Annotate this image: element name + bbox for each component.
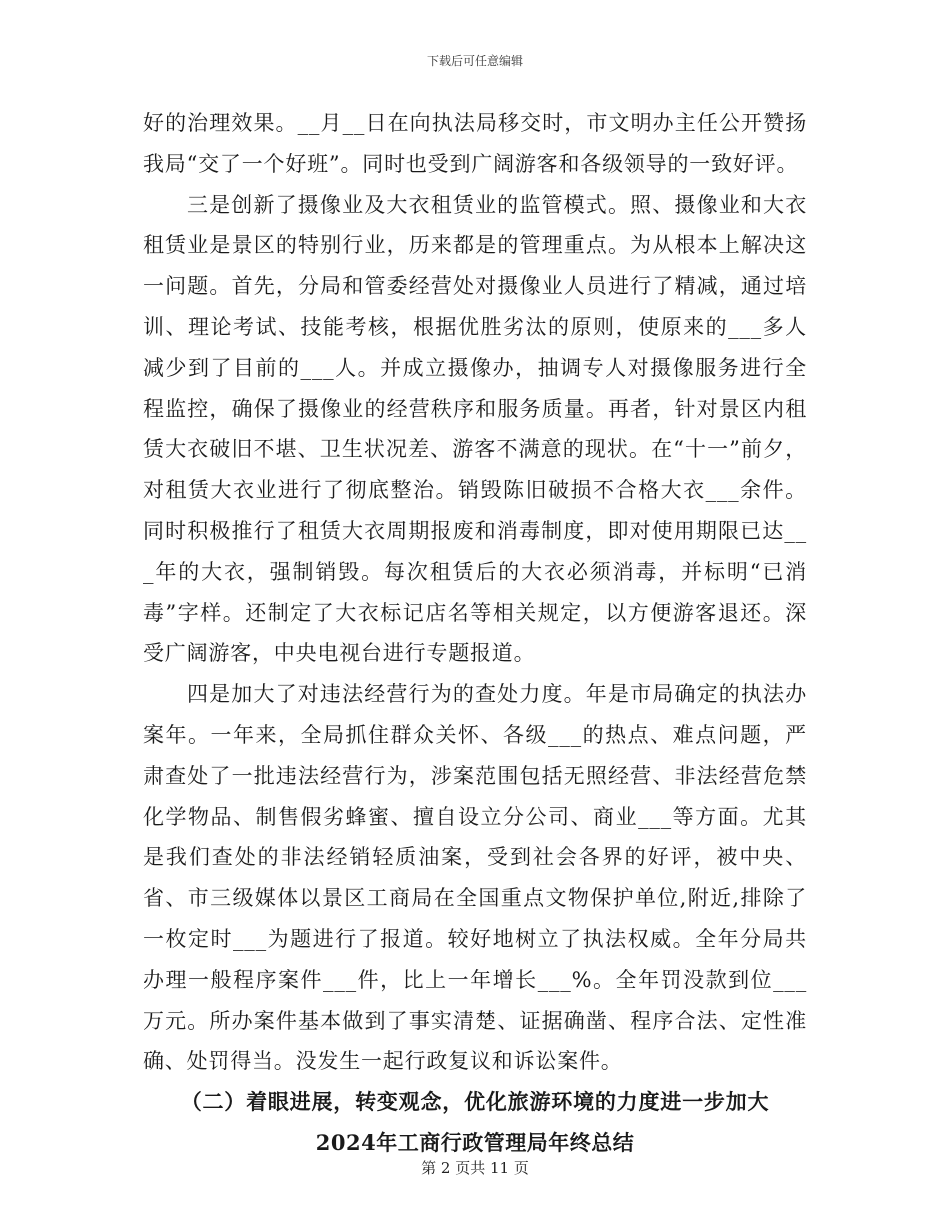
section-subheading: （二）着眼进展，转变观念，优化旅游环境的力度进一步加大 <box>180 1089 770 1115</box>
document-body <box>143 103 807 1164</box>
page-header-note: 下载后可任意编辑 <box>426 54 523 68</box>
paragraph-point-four: 四是加大了对违法经营行为的查处力度。年是市局确定的执法办案年。一年来，全局抓住群众关怀、各级___的热点、难点问题，严肃查处了一批违法经营行为，涉案范围包括无照经营、非法经营危禁化学物品、制售假劣蜂蜜、擅自设立分公司、商业___等方面。尤其是我们查处的非法经销轻质油案，受到社会各界的好评，被中央、省、市三级媒体以景区工商局在全国重点文物保护单位,附近,排除了一枚定时___为题进行了报道。较好地树立了执法权威。全年分局共办理一般程序案件___件，比上一年增长___%。全年罚没款到位___万元。所办案件基本做到了事实清楚、证据确凿、程序合法、定性准确、处罚得当。没发生一起行政复议和诉讼案件。 <box>143 682 807 1074</box>
paragraph-point-three: 三是创新了摄像业及大衣租赁业的监管模式。照、摄像业和大衣租赁业是景区的特别行业，历来都是的管理重点。为从根本上解决这一问题。首先，分局和管委经营处对摄像业人员进行了精减，通过培训、理论考试、技能考核，根据优胜劣汰的原则，使原来的___多人减少到了目前的___人。并成立摄像办，抽调专人对摄像服务进行全程监控，确保了摄像业的经营秩序和服务质量。再者，针对景区内租赁大衣破旧不堪、卫生状况差、游客不满意的现状。在“十一”前夕，对租赁大衣业进行了彻底整治。销毁陈旧破损不合格大衣___余件。同时积极推行了租赁大衣周期报废和消毒制度，即对使用期限已达___年的大衣，强制销毁。每次租赁后的大衣必须消毒，并标明“已消毒”字样。还制定了大衣标记店名等相关规定，以方便游客退还。深受广阔游客，中央电视台进行专题报道。 <box>143 192 807 666</box>
page-number-footer: 第 2 页共 11 页 <box>421 1159 529 1177</box>
paragraph-continuation: 好的治理效果。__月__日在向执法局移交时，市文明办主任公开赞扬我局“交了一个好班”。同时也受到广阔游客和各级领导的一致好评。 <box>143 111 807 176</box>
document-title: 2024年工商行政管理局年终总结 <box>315 1129 635 1155</box>
